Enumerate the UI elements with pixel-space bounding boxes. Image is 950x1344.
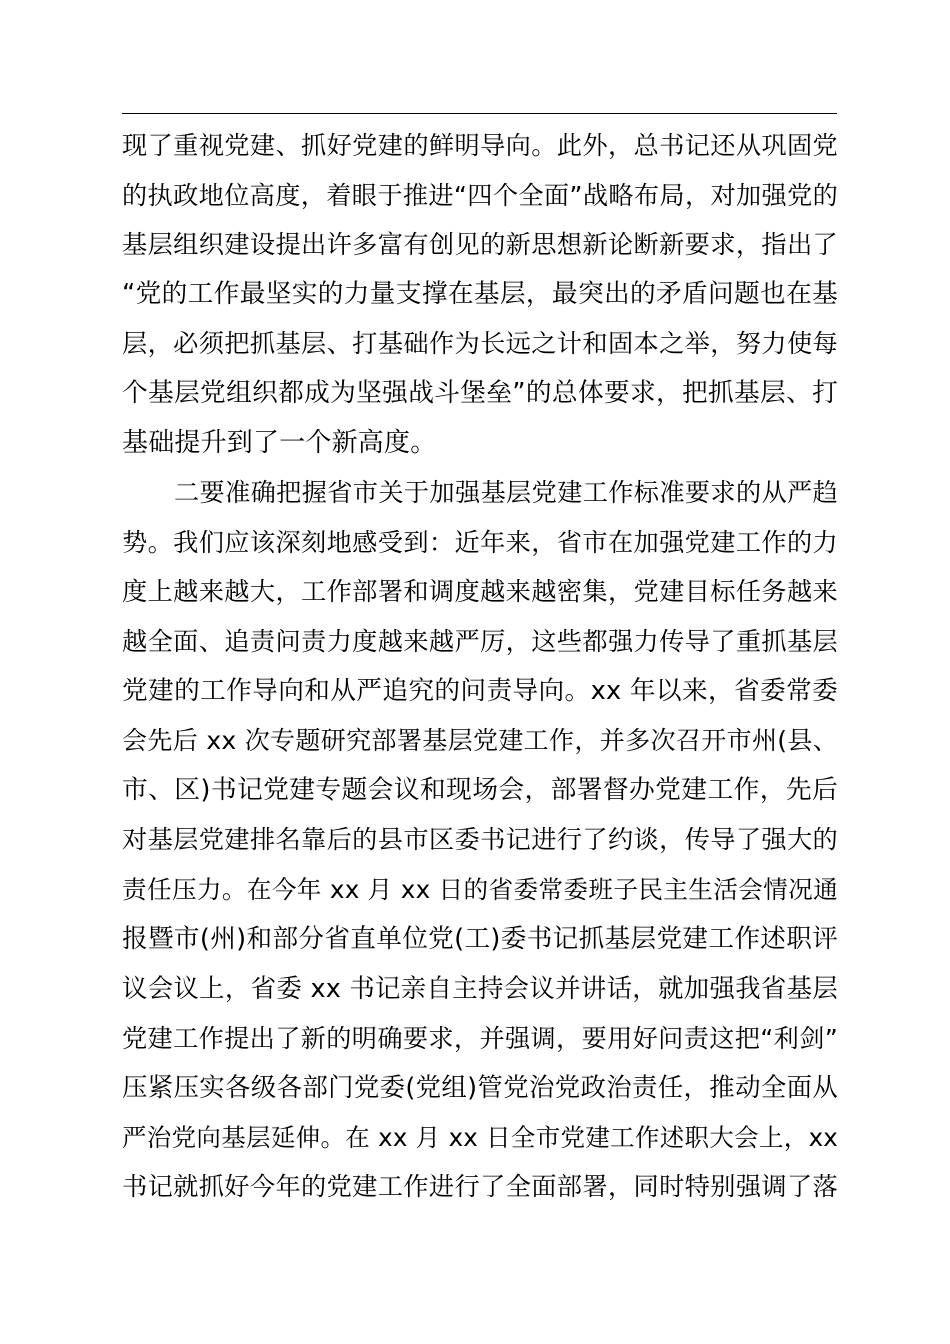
text-line: 的执政地位高度，着眼于推进“四个全面”战略布局，对加强党的 bbox=[122, 180, 838, 210]
text-line: 越全面、追责问责力度越来越严厉，这些都强力传导了重抓基层 bbox=[122, 626, 838, 656]
text-line: “党的工作最坚实的力量支撑在基层，最突出的矛盾问题也在基 bbox=[122, 278, 838, 309]
text-line: 议会议上，省委 xx 书记亲自主持会议并讲话，就加强我省基层 bbox=[122, 973, 838, 1004]
text-line: 对基层党建排名靠后的县市区委书记进行了约谈，传导了强大的 bbox=[122, 825, 838, 855]
text-line: 二要准确把握省市关于加强基层党建工作标准要求的从严趋 bbox=[174, 478, 838, 508]
text-line: 党建工作提出了新的明确要求，并强调，要用好问责这把“利剑” bbox=[122, 1023, 838, 1053]
text-line: 党建的工作导向和从严追究的问责导向。xx 年以来，省委常委 bbox=[122, 675, 838, 706]
paragraph-1 bbox=[122, 121, 838, 468]
body-text bbox=[122, 121, 838, 1212]
text-line: 基础提升到了一个新高度。 bbox=[122, 427, 437, 458]
text-line: 现了重视党建、抓好党建的鲜明导向。此外，总书记还从巩固党 bbox=[122, 131, 838, 160]
text-line: 市、区)书记党建专题会议和现场会，部署督办党建工作，先后 bbox=[122, 774, 838, 805]
text-line: 严治党向基层延伸。在 xx 月 xx 日全市党建工作述职大会上，xx bbox=[122, 1122, 838, 1152]
text-line: 会先后 xx 次专题研究部署基层党建工作，并多次召开市州(县、 bbox=[122, 726, 838, 756]
header-rule bbox=[122, 113, 837, 114]
text-line: 度上越来越大，工作部署和调度越来越密集，党建目标任务越来 bbox=[122, 577, 838, 607]
text-line: 报暨市(州)和部分省直单位党(工)委书记抓基层党建工作述职评 bbox=[122, 923, 838, 954]
text-line: 责任压力。在今年 xx 月 xx 日的省委常委班子民主生活会情况通 bbox=[122, 874, 838, 904]
text-line: 基层组织建设提出许多富有创见的新思想新论断新要求，指出了 bbox=[122, 230, 838, 260]
text-line: 势。我们应该深刻地感受到：近年来，省市在加强党建工作的力 bbox=[122, 527, 838, 557]
paragraph-2 bbox=[122, 468, 838, 1212]
text-line: 个基层党组织都成为坚强战斗堡垒”的总体要求，把抓基层、打 bbox=[122, 377, 838, 408]
text-line: 压紧压实各级各部门党委(党组)管党治党政治责任，推动全面从 bbox=[122, 1072, 838, 1103]
text-line: 书记就抓好今年的党建工作进行了全面部署，同时特别强调了落 bbox=[122, 1172, 838, 1202]
text-line: 层，必须把抓基层、打基础作为长远之计和固本之举，努力使每 bbox=[122, 329, 838, 359]
